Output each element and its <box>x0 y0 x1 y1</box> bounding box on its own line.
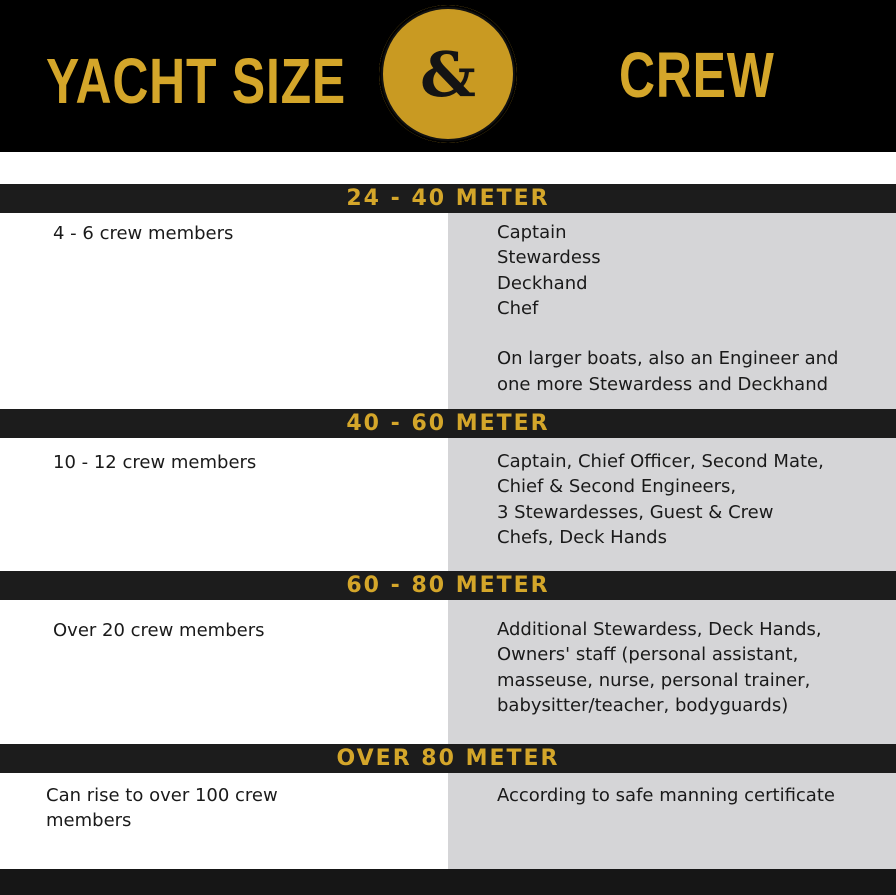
crew-count: 4 - 6 crew members <box>53 223 234 244</box>
crew-list <box>497 220 838 397</box>
section-row-over-80 <box>0 773 896 869</box>
title-yacht-size: YACHT SIZE <box>46 45 346 117</box>
crew-cell <box>448 600 896 744</box>
crew-cell <box>448 773 896 869</box>
crew-line-spacer <box>497 321 838 346</box>
crew-count: 10 - 12 crew members <box>53 452 257 473</box>
header-banner <box>0 0 896 152</box>
ampersand-badge <box>379 5 517 143</box>
crew-line: Captain, Chief Officer, Second Mate, <box>497 451 824 472</box>
crew-count-line: Can rise to over 100 crew <box>46 785 278 806</box>
section-heading-over-80: OVER 80 METER <box>0 744 896 773</box>
crew-line: Deckhand <box>497 272 588 294</box>
crew-line: Stewardess <box>497 247 601 269</box>
title-crew: CREW <box>619 39 775 111</box>
crew-line: Chef <box>497 297 539 319</box>
crew-line: babysitter/teacher, bodyguards) <box>497 694 789 716</box>
crew-line: Chefs, Deck Hands <box>497 526 667 548</box>
crew-cell <box>448 438 896 571</box>
crew-line: Owners' staff (personal assistant, <box>497 644 799 666</box>
crew-count-line: members <box>46 810 132 832</box>
crew-line: 3 Stewardesses, Guest & Crew <box>497 501 774 523</box>
crew-count <box>46 783 278 834</box>
size-cell <box>0 773 448 869</box>
crew-list <box>497 449 824 550</box>
crew-line: Chief & Second Engineers, <box>497 476 737 498</box>
section-row-40-60 <box>0 438 896 571</box>
footer-bar <box>0 869 896 895</box>
crew-line: Captain <box>497 222 567 243</box>
crew-line: one more Stewardess and Deckhand <box>497 373 829 395</box>
section-heading-60-80: 60 - 80 METER <box>0 571 896 600</box>
crew-cell <box>448 213 896 409</box>
section-row-60-80 <box>0 600 896 744</box>
crew-line: masseuse, nurse, personal trainer, <box>497 669 811 691</box>
crew-line: According to safe manning certificate <box>497 785 835 806</box>
crew-line: Additional Stewardess, Deck Hands, <box>497 619 822 640</box>
crew-list <box>497 783 835 808</box>
size-cell <box>0 438 448 571</box>
section-heading-24-40: 24 - 40 METER <box>0 184 896 213</box>
ampersand-icon: & <box>420 37 476 111</box>
crew-line: On larger boats, also an Engineer and <box>497 348 839 370</box>
section-row-24-40 <box>0 213 896 409</box>
crew-count: Over 20 crew members <box>53 620 265 641</box>
section-heading-40-60: 40 - 60 METER <box>0 409 896 438</box>
size-cell <box>0 600 448 744</box>
size-cell <box>0 213 448 409</box>
crew-list <box>497 617 822 718</box>
